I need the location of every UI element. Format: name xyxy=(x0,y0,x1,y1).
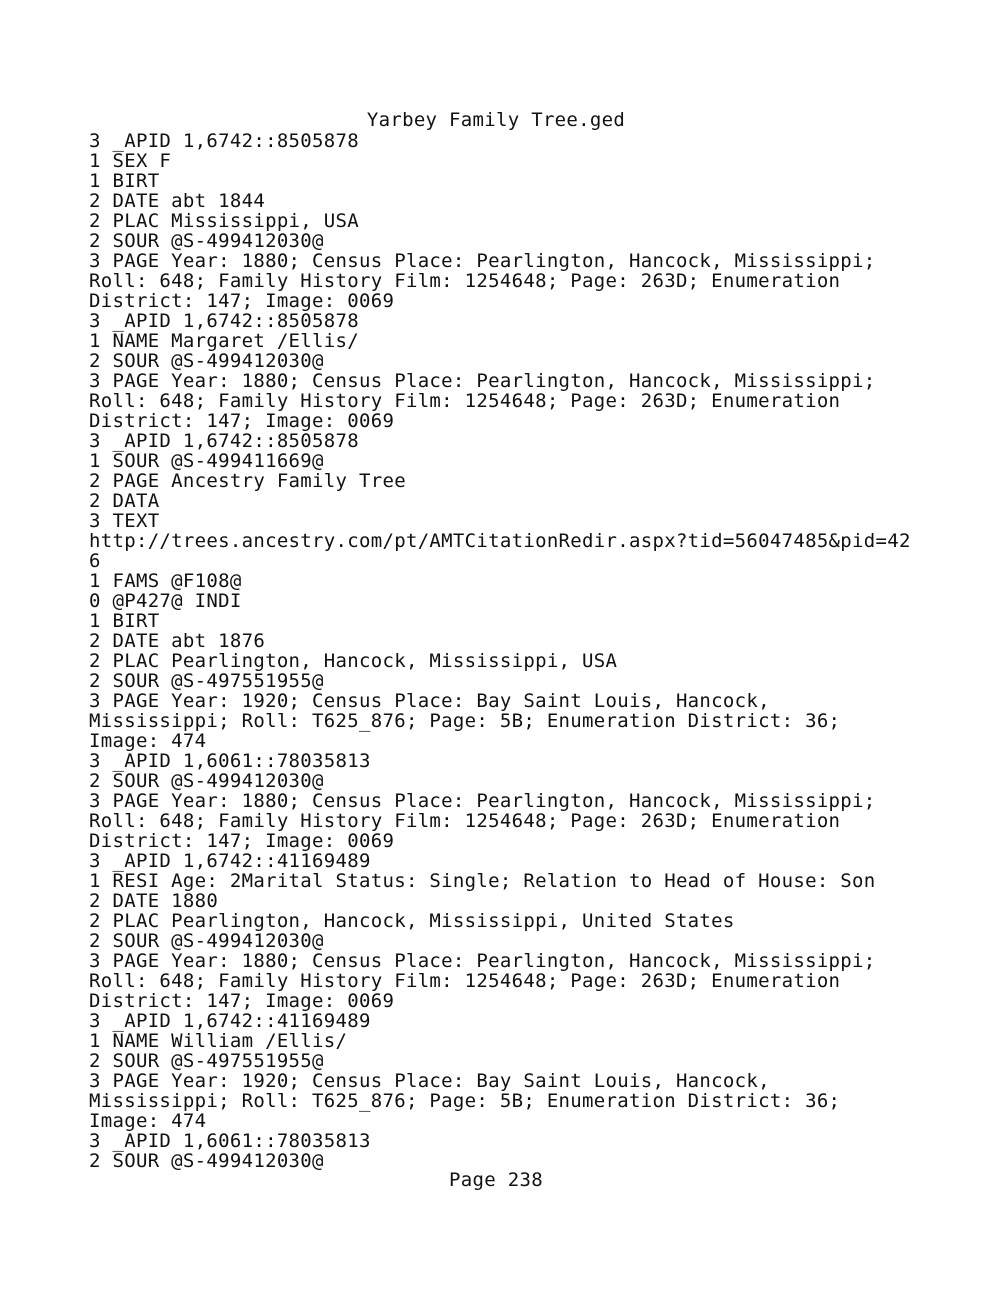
gedcom-line: 1 NAME William /Ellis/ xyxy=(89,1030,348,1052)
gedcom-line: 2 SOUR @S-497551955@ xyxy=(89,670,324,692)
gedcom-line: 3 _APID 1,6742::8505878 xyxy=(89,430,359,452)
gedcom-line: 3 _APID 1,6742::8505878 xyxy=(89,130,359,152)
gedcom-line: 3 _APID 1,6742::8505878 xyxy=(89,310,359,332)
gedcom-line: 3 PAGE Year: 1880; Census Place: Pearlington, Hancock, Mississippi; xyxy=(89,790,876,812)
gedcom-line: 2 PLAC Mississippi, USA xyxy=(89,210,359,232)
gedcom-line: 2 DATA xyxy=(89,490,160,512)
gedcom-line: 1 RESI Age: 2Marital Status: Single; Relation to Head of House: Son xyxy=(89,870,876,892)
gedcom-line: 3 _APID 1,6061::78035813 xyxy=(89,1130,371,1152)
page-number: Page 238 xyxy=(449,1169,543,1191)
gedcom-line: 2 SOUR @S-499412030@ xyxy=(89,1150,324,1172)
gedcom-line: 0 @P427@ INDI xyxy=(89,590,242,612)
gedcom-line: 3 _APID 1,6742::41169489 xyxy=(89,850,371,872)
gedcom-line: 2 DATE 1880 xyxy=(89,890,219,912)
gedcom-line: 3 _APID 1,6061::78035813 xyxy=(89,750,371,772)
gedcom-line: 3 PAGE Year: 1920; Census Place: Bay Saint Louis, Hancock, xyxy=(89,690,770,712)
gedcom-line: 2 PAGE Ancestry Family Tree xyxy=(89,470,406,492)
gedcom-line: 2 DATE abt 1876 xyxy=(89,630,266,652)
gedcom-line: 3 _APID 1,6742::41169489 xyxy=(89,1010,371,1032)
gedcom-line: District: 147; Image: 0069 xyxy=(89,290,395,312)
gedcom-line: Roll: 648; Family History Film: 1254648; Page: 263D; Enumeration xyxy=(89,970,841,992)
gedcom-line: 6 xyxy=(89,550,101,572)
gedcom-line: 2 SOUR @S-497551955@ xyxy=(89,1050,324,1072)
gedcom-line: 3 PAGE Year: 1880; Census Place: Pearlington, Hancock, Mississippi; xyxy=(89,950,876,972)
gedcom-line: 3 PAGE Year: 1880; Census Place: Pearlington, Hancock, Mississippi; xyxy=(89,250,876,272)
gedcom-line: Image: 474 xyxy=(89,730,207,752)
gedcom-line: 2 SOUR @S-499412030@ xyxy=(89,350,324,372)
gedcom-line: District: 147; Image: 0069 xyxy=(89,830,395,852)
gedcom-record-list xyxy=(89,131,969,1171)
gedcom-line: District: 147; Image: 0069 xyxy=(89,410,395,432)
gedcom-line: 2 PLAC Pearlington, Hancock, Mississippi, United States xyxy=(89,910,735,932)
gedcom-line: District: 147; Image: 0069 xyxy=(89,990,395,1012)
gedcom-line: Image: 474 xyxy=(89,1110,207,1132)
gedcom-line: 1 SOUR @S-499411669@ xyxy=(89,450,324,472)
gedcom-line: 3 PAGE Year: 1920; Census Place: Bay Saint Louis, Hancock, xyxy=(89,1070,770,1092)
gedcom-line: Roll: 648; Family History Film: 1254648; Page: 263D; Enumeration xyxy=(89,810,841,832)
gedcom-line: 2 SOUR @S-499412030@ xyxy=(89,770,324,792)
gedcom-line: 2 DATE abt 1844 xyxy=(89,190,266,212)
gedcom-line: 1 NAME Margaret /Ellis/ xyxy=(89,330,359,352)
document-title: Yarbey Family Tree.ged xyxy=(366,109,626,131)
gedcom-line: 1 BIRT xyxy=(89,170,160,192)
gedcom-line: 2 SOUR @S-499412030@ xyxy=(89,230,324,252)
gedcom-line: http://trees.ancestry.com/pt/AMTCitationRedir.aspx?tid=56047485&pid=42 xyxy=(89,530,911,552)
gedcom-line: Roll: 648; Family History Film: 1254648; Page: 263D; Enumeration xyxy=(89,270,841,292)
gedcom-line: 3 TEXT xyxy=(89,510,160,532)
gedcom-line: 3 PAGE Year: 1880; Census Place: Pearlington, Hancock, Mississippi; xyxy=(89,370,876,392)
gedcom-line: 2 SOUR @S-499412030@ xyxy=(89,930,324,952)
gedcom-line: Mississippi; Roll: T625_876; Page: 5B; Enumeration District: 36; xyxy=(89,710,841,732)
gedcom-line: Mississippi; Roll: T625_876; Page: 5B; Enumeration District: 36; xyxy=(89,1090,841,1112)
gedcom-line: Roll: 648; Family History Film: 1254648; Page: 263D; Enumeration xyxy=(89,390,841,412)
gedcom-line: 1 SEX F xyxy=(89,150,172,172)
gedcom-line: 1 BIRT xyxy=(89,610,160,632)
gedcom-line: 2 PLAC Pearlington, Hancock, Mississippi, USA xyxy=(89,650,618,672)
gedcom-line: 1 FAMS @F108@ xyxy=(89,570,242,592)
